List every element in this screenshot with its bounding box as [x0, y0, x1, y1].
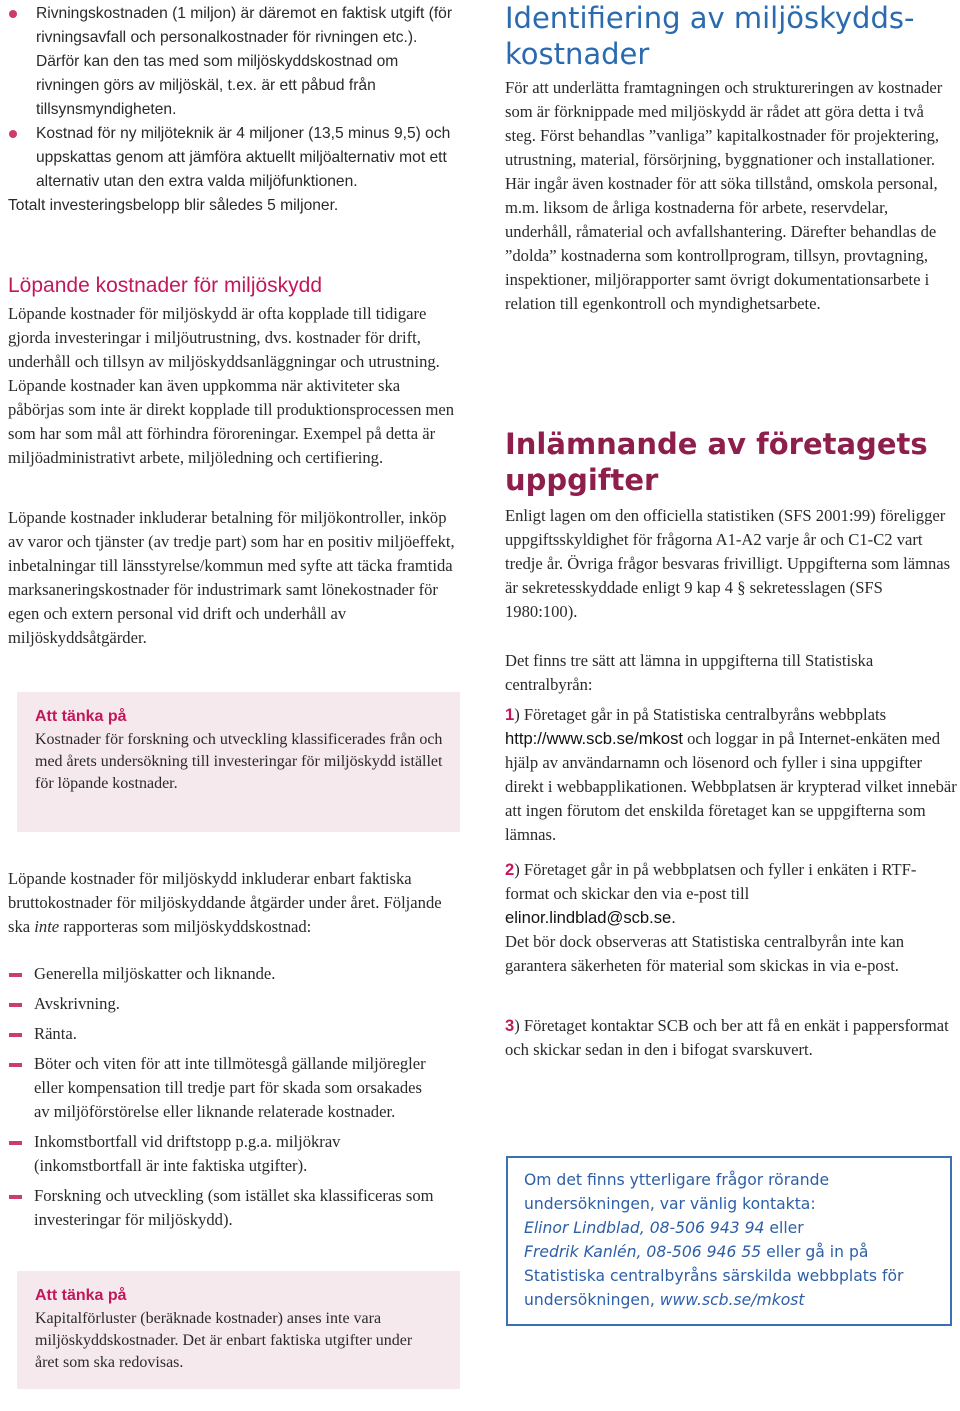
dash-icon	[9, 1003, 22, 1007]
paragraph-identification: För att underlätta framtagningen och struktureringen av kostnader som är förknippade med miljöskydd är rådet att göra detta i två steg. Först behandlas ”vanliga” kapitalkostnader för projektering, utrustning, material, försörjning, byggnationer och installationer. Här ingår även kostnader för att söka tillstånd, omskola personal, m.m. liksom de årliga kostnaderna för arbete, reservdelar, underhåll, råmaterial och avfallshantering. Därefter behandlas de ”dolda” kostnaderna som kontrollprogram, tillsyn, provtagning, inspektioner, miljörapporter samt övrigt dokumentationsarbete i relation till egenkontroll och myndighetsarbete.	[505, 78, 943, 313]
note-box-text: Kapitalförluster (beräknade kostnader) anses inte vara miljöskyddskostnader. Det är enbart faktiska utgifter under året som ska redovisas.	[35, 1310, 413, 1371]
contact-line-2: Fredrik Kanlén, 08-506 946 55 eller gå in på Statistiska centralbyråns särskilda webbplats för undersökningen, www.scb.se/mkost	[524, 1243, 904, 1309]
bullet-text: Rivningskostnaden (1 miljon) är däremot en faktisk utgift (för rivningsavfall och personalkostnader för rivningen etc.). Därför kan den tas med som miljöskyddskostnad om rivningen görs av miljöskäl, t.ex. är ett påbud från tillsynsmyndigheten.	[36, 5, 453, 118]
bullet-dot-icon	[9, 10, 17, 18]
bullet-dot-icon	[9, 130, 17, 138]
paragraph-running-costs-include: Löpande kostnader inkluderar betalning för miljökontroller, inköp av varor och tjänster (av tredje part) som har en positiv miljöeffekt, inbetalningar till länsstyrelse/kommun med syfte att täcka framtida marksaneringskostnader för industrimark samt lönekostnader för egen och extern personal vid drift och underhåll av miljöskyddsåtgärder.	[8, 508, 455, 647]
paragraph-running-costs: Löpande kostnader för miljöskydd är ofta kopplade till tidigare gjorda investeringar i miljöutrustning, dvs. kostnader för drift, underhåll och tillsyn av miljöskyddsanläggningar och utrustning. Löpande kostnader kan även uppkomma när aktiviteter ska påbörjas som inte är direkt kopplade till produktionsprocessen men som har som mål att förhindra föroreningar. Exempel på detta är miljöadministrativt arbete, miljöledning och certifiering.	[8, 304, 455, 467]
option-1: 1) Företaget går in på Statistiska centralbyråns webbplats http://www.scb.se/mkost och loggar in på Internet-enkäten med hjälp av användarnamn och lösenord och fyller i sina uppgifter direkt i webbapplikationen. Webbplatsen är krypterad vilket innebär att ingen förutom det enskilda företaget kan se uppgifterna som lämnas.	[505, 705, 957, 844]
heading-submission: Inlämnande av företagets uppgifter	[505, 427, 928, 497]
scb-mkost-link[interactable]: http://www.scb.se/mkost	[505, 729, 683, 748]
dash-icon	[9, 1195, 22, 1199]
contact-line-1: Elinor Lindblad, 08-506 943 94 eller	[524, 1219, 804, 1237]
list-item: Forskning och utveckling (som istället ska klassificeras som investeringar för miljöskydd).	[8, 1184, 438, 1232]
note-box-text: Kostnader för forskning och utveckling klassificerades från och med årets undersökning till investeringar för miljöskydd istället för löpande kostnader.	[35, 731, 443, 792]
list-item: Ränta.	[8, 1022, 438, 1046]
contact-person-1: Elinor Lindblad, 08-506 943 94	[524, 1219, 765, 1237]
bullet-item	[8, 122, 458, 194]
exclusion-list	[8, 962, 438, 1232]
option-number: 3	[505, 1016, 515, 1035]
option-2: 2) Företaget går in på webbplatsen och fyller i enkäten i RTF-format och skickar den via e-post till elinor.lindblad@scb.se. Det bör dock observeras att Statistiska centralbyrån inte kan garantera säkerheten för material som skickas in via e-post.	[505, 860, 917, 975]
option-number: 1	[505, 705, 515, 724]
list-item: Generella miljöskatter och liknande.	[8, 962, 438, 986]
dash-icon	[9, 1063, 22, 1067]
bullet-item	[8, 2, 458, 122]
dash-icon	[9, 1033, 22, 1037]
dash-icon	[9, 973, 22, 977]
option-3: 3) Företaget kontaktar SCB och ber att få en enkät i pappersformat och skickar sedan in den i bifogat svarskuvert.	[505, 1016, 949, 1059]
bullet-text: Kostnad för ny miljöteknik är 4 miljoner (13,5 minus 9,5) och uppskattas genom att jämföra aktuellt miljöalternativ mot ett alternativ utan den extra valda miljöfunktionen.	[36, 125, 451, 190]
list-item: Avskrivning.	[8, 992, 438, 1016]
note-box	[17, 692, 460, 832]
paragraph-exclusions: Löpande kostnader för miljöskydd inkluderar enbart faktiska bruttokostnader för miljöskyddande åtgärder under året. Följande ska inte rapporteras som miljöskyddskostnad:	[8, 869, 442, 936]
paragraph-three-ways: Det finns tre sätt att lämna in uppgifterna till Statistiska centralbyrån:	[505, 651, 874, 694]
contact-intro: Om det finns ytterligare frågor rörande undersökningen, var vänlig kontakta:	[524, 1171, 830, 1213]
dash-icon	[9, 1141, 22, 1145]
total-investment-line: Totalt investeringsbelopp blir således 5 miljoner.	[8, 197, 339, 214]
section-heading-running-costs: Löpande kostnader för miljöskydd	[8, 274, 323, 297]
option-number: 2	[505, 860, 515, 879]
email-link[interactable]: elinor.lindblad@scb.se.	[505, 908, 676, 927]
list-item: Böter och viten för att inte tillmötesgå gällande miljöregler eller kompensation till tredje part för skada som orsakades av miljöförstörelse eller liknande relaterade kostnader.	[8, 1052, 438, 1124]
contact-box	[506, 1156, 952, 1326]
paragraph-legal-basis: Enligt lagen om den officiella statistiken (SFS 2001:99) föreligger uppgiftsskyldighet för frågorna A1-A2 varje år och C1-C2 vart tredje år. Övriga frågor besvaras frivilligt. Uppgifterna som lämnas är sekretesskyddade enligt 9 kap 4 § sekretesslagen (SFS 1980:100).	[505, 506, 951, 621]
contact-web-link[interactable]: www.scb.se/mkost	[659, 1291, 805, 1309]
list-item: Inkomstbortfall vid driftstopp p.g.a. miljökrav (inkomstbortfall är inte faktiska utgifter).	[8, 1130, 438, 1178]
note-box-title: Att tänka på	[35, 1287, 127, 1304]
contact-person-2: Fredrik Kanlén, 08-506 946 55	[524, 1243, 762, 1261]
note-box	[17, 1271, 460, 1389]
note-box-title: Att tänka på	[35, 708, 127, 725]
heading-identification: Identifiering av miljöskydds-kostnader	[505, 1, 915, 71]
emphasis-inte: inte	[34, 917, 60, 936]
